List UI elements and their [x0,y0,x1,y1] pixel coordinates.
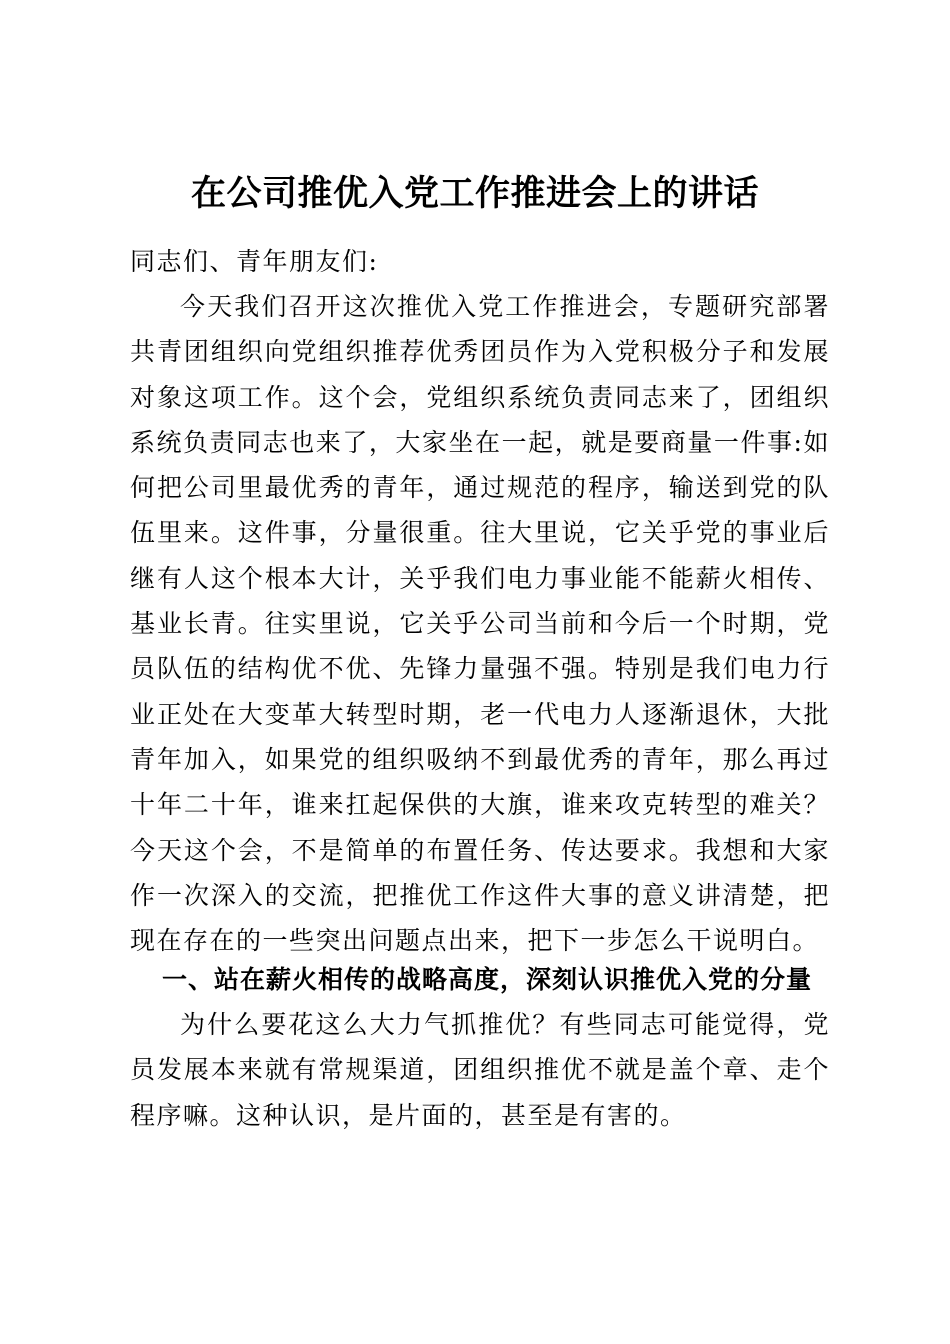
document-title: 在公司推优入党工作推进会上的讲话 [190,174,759,214]
body-paragraph: 今天我们召开这次推优入党工作推进会，专题研究部署共青团组织向党组织推荐优秀团员作为入党积极分子和发展对象这项工作。这个会，党组织系统负责同志来了，团组织系统负责同志也来了，大家坐在一起，就是要商量一件事:如何把公司里最优秀的青年，通过规范的程序，输送到党的队伍里来。这件事，分量很重。往大里说，它关乎党的事业后继有人这个根本大计，关乎我们电力事业能不能薪火相传、基业长青。往实里说，它关乎公司当前和今后一个时期，党员队伍的结构优不优、先锋力量强不强。特别是我们电力行业正处在大变革大转型时期，老一代电力人逐渐退休，大批青年加入，如果党的组织吸纳不到最优秀的青年，那么再过十年二十年，谁来扛起保供的大旗，谁来攻克转型的难关？今天这个会，不是简单的布置任务、传达要求。我想和大家作一次深入的交流，把推优工作这件大事的意义讲清楚，把现在存在的一些突出问题点出来，把下一步怎么干说明白。 [130,292,830,956]
section-heading: 一、站在薪火相传的战略高度，深刻认识推优入党的分量 [162,965,813,994]
section-paragraph: 为什么要花这么大力气抓推优？有些同志可能觉得，党员发展本来就有常规渠道，团组织推优不就是盖个章、走个程序嘛。这种认识，是片面的，甚至是有害的。 [130,1010,830,1130]
salutation: 同志们、青年朋友们: [130,247,379,276]
